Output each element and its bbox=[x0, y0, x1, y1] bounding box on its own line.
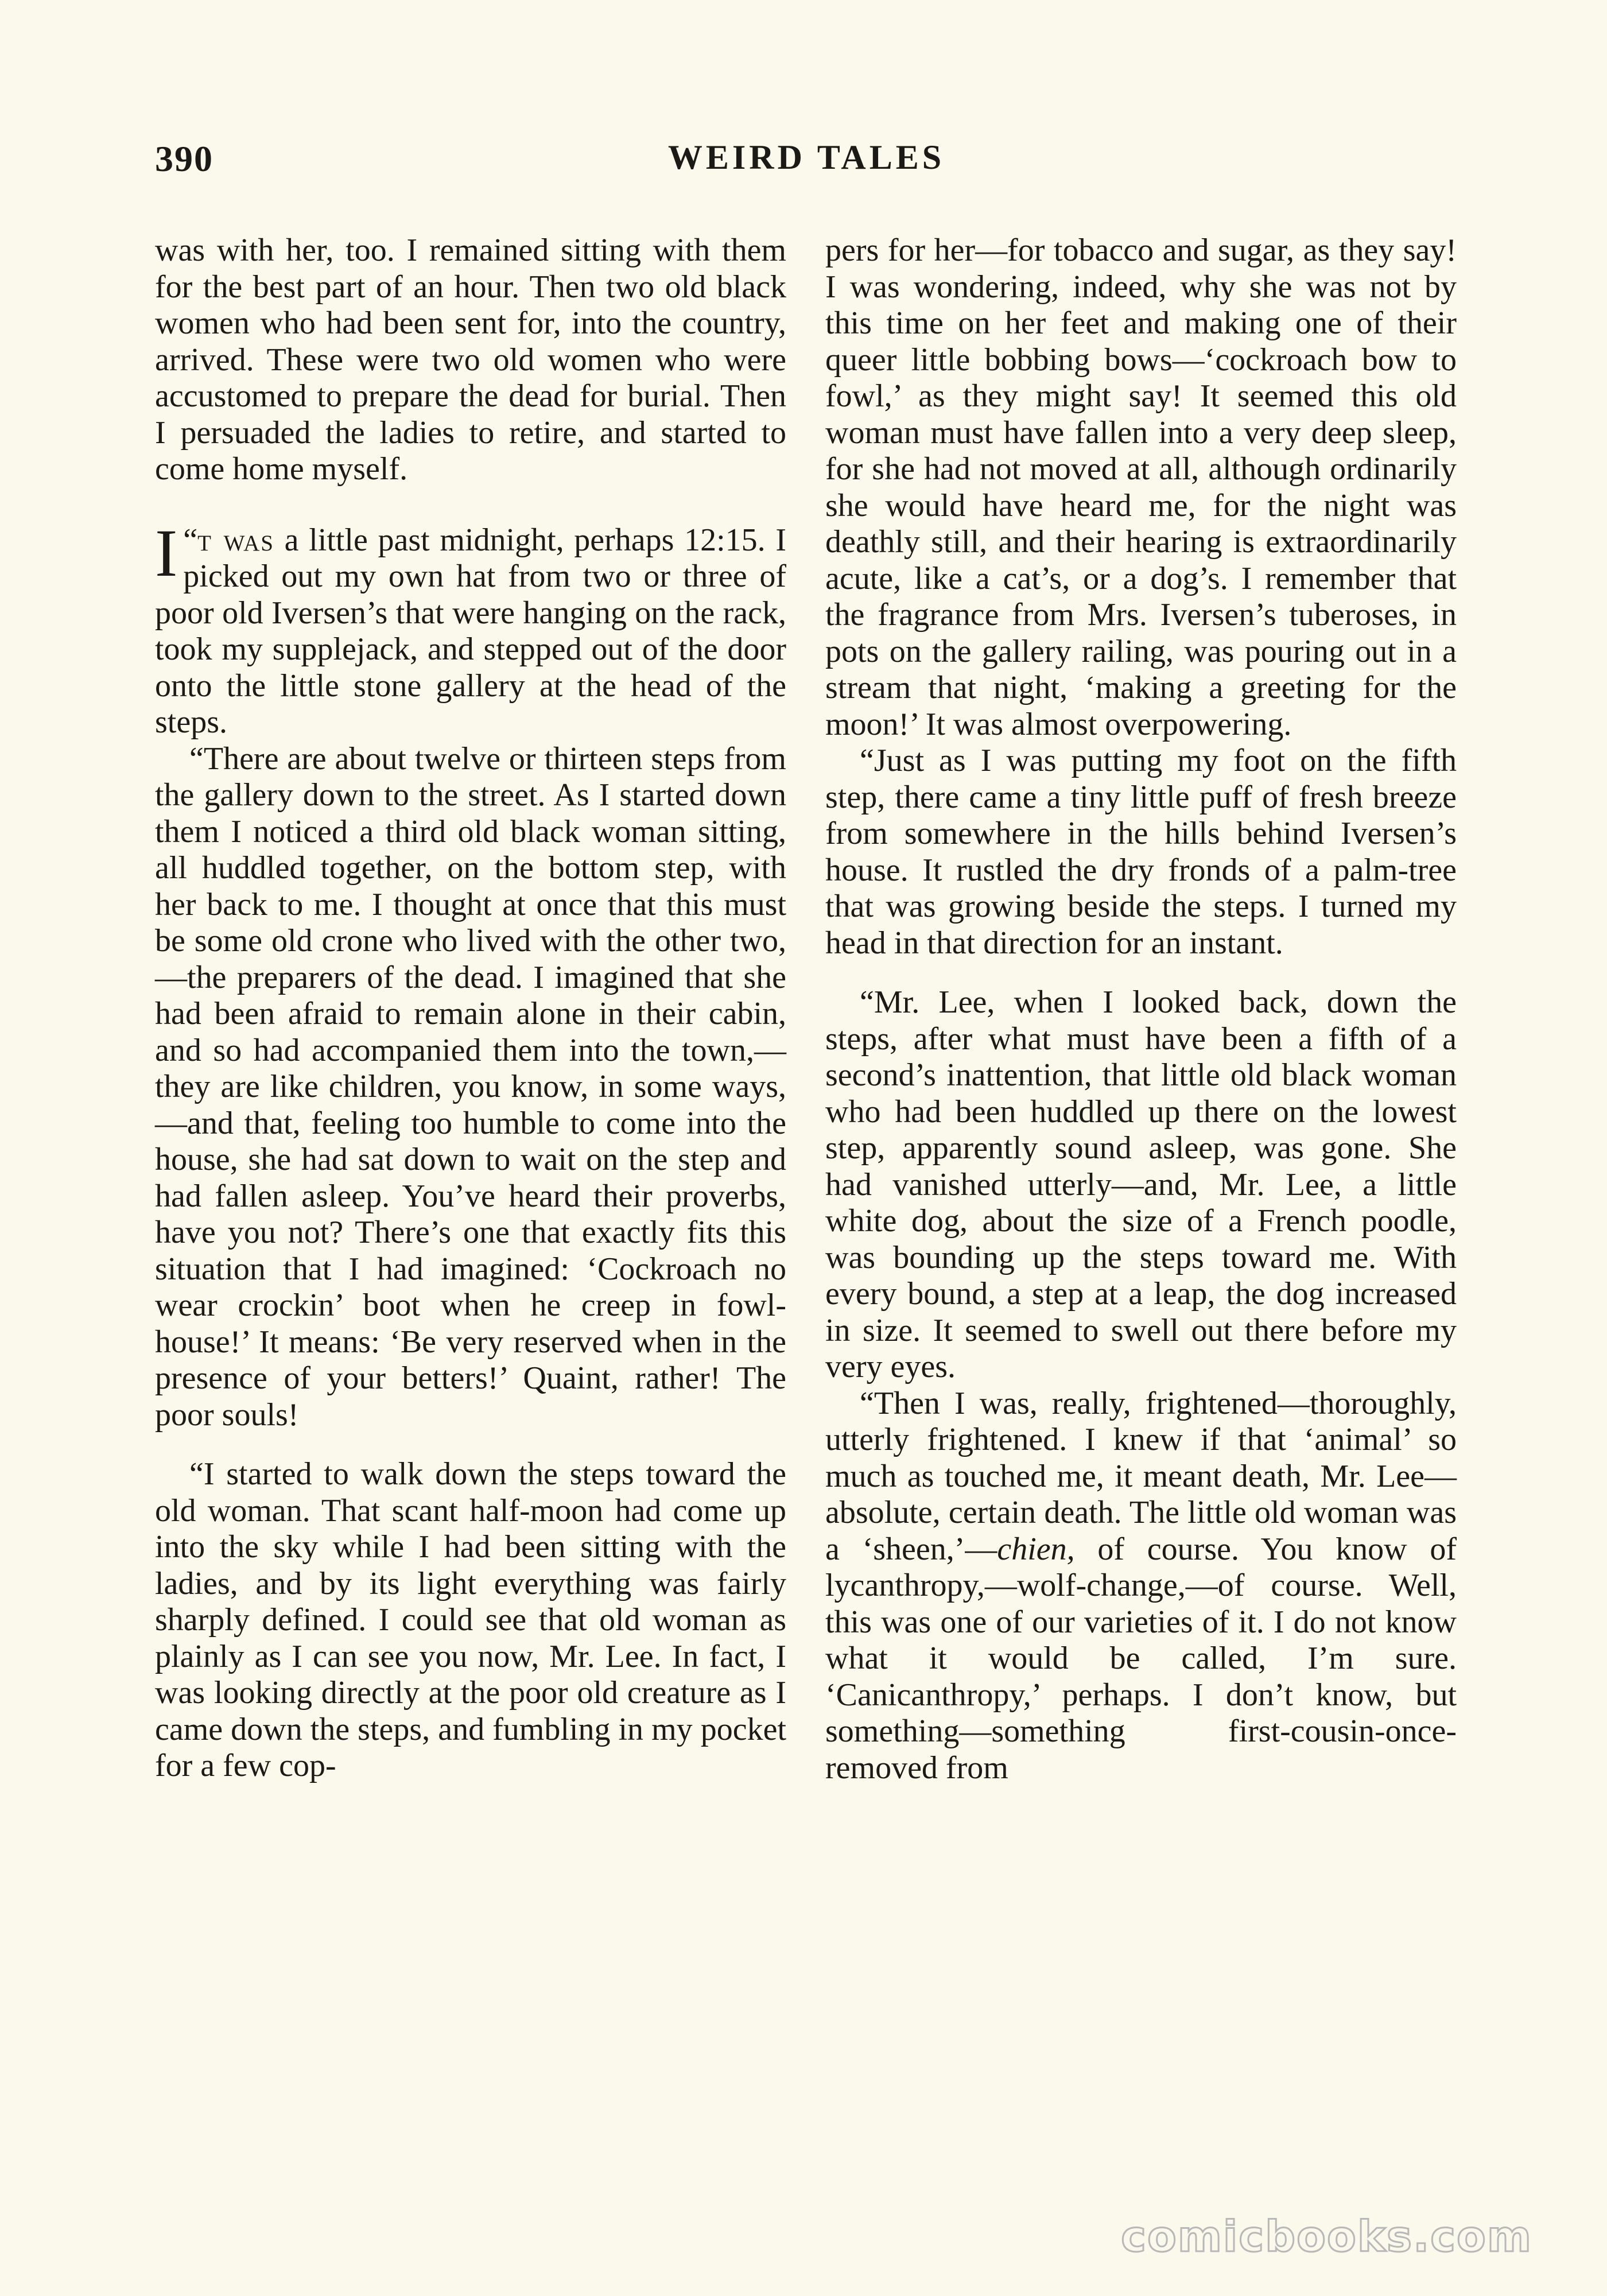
right-column bbox=[825, 232, 1457, 1786]
paragraph-text: “Then I was, really, frightened—thoroughly, utterly frightened. I knew if that ‘animal’ so much as touched me, it meant death, Mr. Lee—absolute, certain death. The little old woman was a ‘sheen,’— bbox=[825, 1385, 1457, 1567]
paragraph: “Mr. Lee, when I looked back, down the steps, after what must have been a fifth of a second’s inattention, that little old black woman who had been huddled up there on the lowest step, apparently sound asleep, was gone. She had vanished utterly—and, Mr. Lee, a little white dog, about the size of a French poodle, was bounding up the steps toward me. With every bound, a step at a leap, the dog increased in size. It seemed to swell out there before my very eyes. bbox=[825, 984, 1457, 1384]
paragraph: “I started to walk down the steps toward the old woman. That scant half-moon had come up into the sky while I had been sitting with the ladies, and by its light everything was fairly sharply defined. I could see that old woman as plainly as I can see you now, Mr. Lee. In fact, I was looking directly at the poor old creature as I came down the steps, and fumbling in my pocket for a few cop- bbox=[155, 1456, 786, 1783]
paragraph-text: a little past midnight, perhaps 12:15. I picked out my own hat from two or three of poor old Iversen’s that were hanging on the rack, took my supplejack, and stepped out of the door onto the little stone gallery at the head of the steps. bbox=[155, 522, 786, 740]
paragraph bbox=[825, 1386, 1457, 1787]
italic-word: chien, bbox=[997, 1531, 1075, 1567]
paragraph: was with her, too. I remained sitting with them for the best part of an hour. Then two old black women who had been sent for, into the country, arrived. These were two old women who were accustomed to prepare the dead for burial. Then I persuaded the ladies to retire, and started to come home myself. bbox=[155, 232, 786, 487]
section-start-paragraph bbox=[155, 515, 786, 741]
left-column bbox=[155, 232, 786, 1785]
page-number: 390 bbox=[155, 138, 214, 179]
page-header bbox=[155, 138, 1458, 189]
small-caps-lead: t was bbox=[197, 522, 274, 558]
drop-cap: I bbox=[155, 515, 178, 591]
paragraph-text: of course. You know of lycanthropy,—wolf-change,—of course. Well, this was one of our varieties of it. I do not know what it would be called, I’m sure. ‘Canicanthropy,’ perhaps. I don’t know, but something—something first-cousin-once-removed from bbox=[825, 1531, 1457, 1786]
paragraph: “There are about twelve or thirteen steps from the gallery down to the street. As I started down them I noticed a third old black woman sitting, all huddled together, on the bottom step, with her back to me. I thought at once that this must be some old crone who lived with the other two,—the preparers of the dead. I imagined that she had been afraid to remain alone in their cabin, and so had accompanied them into the town,—they are like children, you know, in some ways,—and that, feeling too humble to come into the house, she had sat down to wait on the step and had fallen asleep. You’ve heard their proverbs, have you not? There’s one that exactly fits this situation that I had imagined: ‘Cockroach no wear crockin’ boot when he creep in fowl-house!’ It means: ‘Be very reserved when in the presence of your betters!’ Quaint, rather! The poor souls! bbox=[155, 740, 786, 1433]
opening-quote: “ bbox=[183, 522, 198, 558]
paragraph: pers for her—for tobacco and sugar, as they say! I was wondering, indeed, why she was not by this time on her feet and making one of their queer little bobbing bows—‘cockroach bow to fowl,’ as they might say! It seemed this old woman must have fallen into a very deep sleep, for she had not moved at all, although ordinarily she would have heard me, for the night was deathly still, and their hearing is extraordinarily acute, like a cat’s, or a dog’s. I remember that the fragrance from Mrs. Iversen’s tuberoses, in pots on the gallery railing, was pouring out in a stream that night, ‘making a greeting for the moon!’ It was almost overpowering. bbox=[825, 232, 1457, 742]
paragraph: “Just as I was putting my foot on the fifth step, there came a tiny little puff of fresh breeze from somewhere in the hills behind Iversen’s house. It rustled the dry fronds of a palm-tree that was growing beside the steps. I turned my head in that direction for an instant. bbox=[825, 743, 1457, 961]
running-head: WEIRD TALES bbox=[667, 138, 945, 176]
watermark: comicbooks.com bbox=[1121, 2212, 1532, 2262]
